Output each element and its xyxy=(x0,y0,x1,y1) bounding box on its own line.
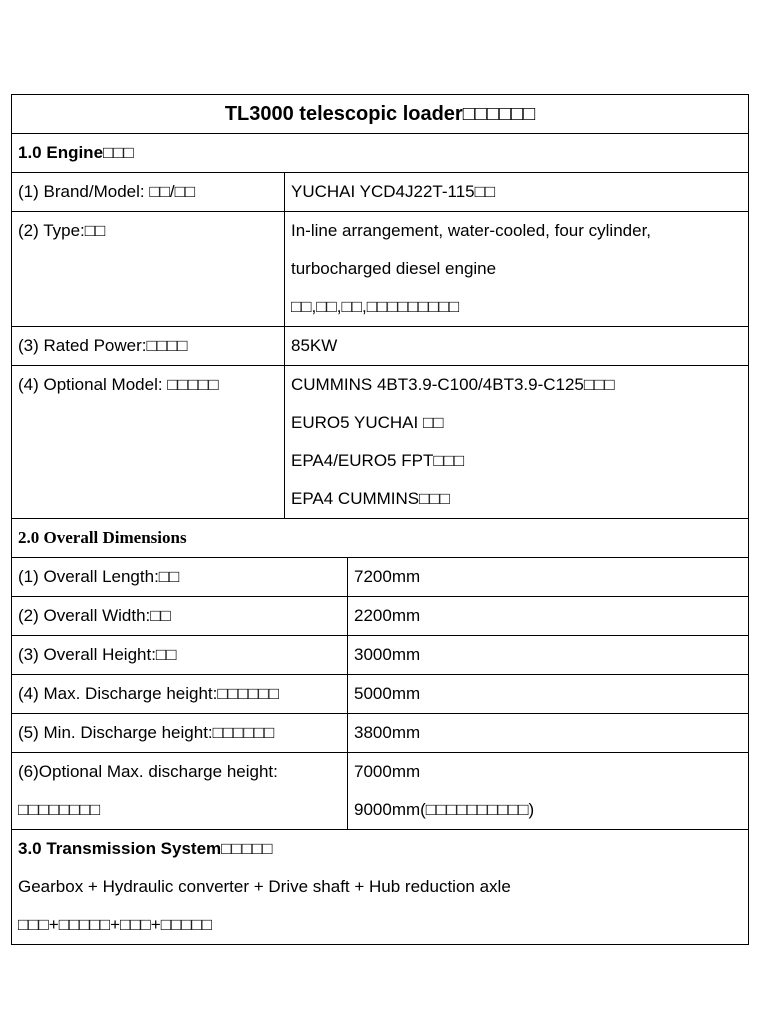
engine-label-text: (1) Brand/Model: □□/□□ xyxy=(18,182,196,201)
engine-value-line: EPA4 CUMMINS□□□ xyxy=(291,489,450,508)
transmission-section xyxy=(12,830,749,945)
engine-row-value xyxy=(285,327,749,366)
transmission-section-heading: 3.0 Transmission System□□□□□ xyxy=(18,839,273,858)
dimension-value-line: 7200mm xyxy=(354,567,421,586)
engine-row xyxy=(12,366,749,519)
engine-row-value xyxy=(285,366,749,519)
engine-value-line: In-line arrangement, water-cooled, four cylinder, xyxy=(291,221,652,240)
engine-row-label xyxy=(12,173,285,212)
engine-row xyxy=(12,327,749,366)
dimension-label-text: (6)Optional Max. discharge height: xyxy=(18,762,278,781)
engine-row-label xyxy=(12,366,285,519)
transmission-section-row xyxy=(12,830,749,945)
dimension-value-line: 7000mm xyxy=(354,762,421,781)
dimension-row-label xyxy=(12,753,348,830)
engine-row-value xyxy=(285,173,749,212)
dimension-label-text: (1) Overall Length:□□ xyxy=(18,567,180,586)
dimension-label-text: □□□□□□□□ xyxy=(18,800,101,819)
engine-value-line: EPA4/EURO5 FPT□□□ xyxy=(291,451,465,470)
dimension-row-label xyxy=(12,597,348,636)
dimension-row-label xyxy=(12,558,348,597)
engine-value-line: □□,□□,□□,□□□□□□□□□ xyxy=(291,297,460,316)
engine-label-text: (3) Rated Power:□□□□ xyxy=(18,336,188,355)
dimension-label-text: (4) Max. Discharge height:□□□□□□ xyxy=(18,684,279,703)
engine-value-line: YUCHAI YCD4J22T-115□□ xyxy=(291,182,496,201)
dimension-row-value xyxy=(348,753,749,830)
dimension-value-line: 2200mm xyxy=(354,606,421,625)
engine-section-row xyxy=(12,134,749,173)
dimension-label-text: (2) Overall Width:□□ xyxy=(18,606,171,625)
dimension-row xyxy=(12,714,749,753)
dimension-row xyxy=(12,675,749,714)
dimension-label-text: (5) Min. Discharge height:□□□□□□ xyxy=(18,723,275,742)
dimension-row-label xyxy=(12,675,348,714)
dimension-row-label xyxy=(12,636,348,675)
dimension-row xyxy=(12,558,749,597)
dimension-row xyxy=(12,597,749,636)
dimension-label-text: (3) Overall Height:□□ xyxy=(18,645,177,664)
engine-value-line: 85KW xyxy=(291,336,338,355)
engine-value-line: CUMMINS 4BT3.9-C100/4BT3.9-C125□□□ xyxy=(291,375,615,394)
page-title: TL3000 telescopic loader□□□□□□ xyxy=(12,95,749,134)
transmission-line-cn: □□□+□□□□□+□□□+□□□□□ xyxy=(18,915,213,934)
transmission-line-en: Gearbox + Hydraulic converter + Drive shaft + Hub reduction axle xyxy=(18,877,511,896)
dimension-row-value xyxy=(348,558,749,597)
dimension-row-value xyxy=(348,675,749,714)
dimension-value-line: 5000mm xyxy=(354,684,421,703)
dimension-row-label xyxy=(12,714,348,753)
engine-value-line: EURO5 YUCHAI □□ xyxy=(291,413,444,432)
engine-section-heading: 1.0 Engine□□□ xyxy=(12,134,749,173)
dimension-value-line: 3000mm xyxy=(354,645,421,664)
engine-row-label xyxy=(12,327,285,366)
dimension-value-line: 3800mm xyxy=(354,723,421,742)
spec-table xyxy=(11,94,749,945)
dimension-value-line: 9000mm(□□□□□□□□□□) xyxy=(354,800,535,819)
dimension-row-value xyxy=(348,714,749,753)
engine-label-text: (2) Type:□□ xyxy=(18,221,106,240)
dimension-row-value xyxy=(348,597,749,636)
engine-row xyxy=(12,212,749,327)
engine-row xyxy=(12,173,749,212)
dimensions-section-row xyxy=(12,519,749,558)
dimensions-section-heading: 2.0 Overall Dimensions xyxy=(12,519,749,558)
dimension-row xyxy=(12,636,749,675)
engine-label-text: (4) Optional Model: □□□□□ xyxy=(18,375,219,394)
engine-row-value xyxy=(285,212,749,327)
dimension-row xyxy=(12,753,749,830)
title-row xyxy=(12,95,749,134)
engine-value-line: turbocharged diesel engine xyxy=(291,259,497,278)
engine-row-label xyxy=(12,212,285,327)
dimension-row-value xyxy=(348,636,749,675)
